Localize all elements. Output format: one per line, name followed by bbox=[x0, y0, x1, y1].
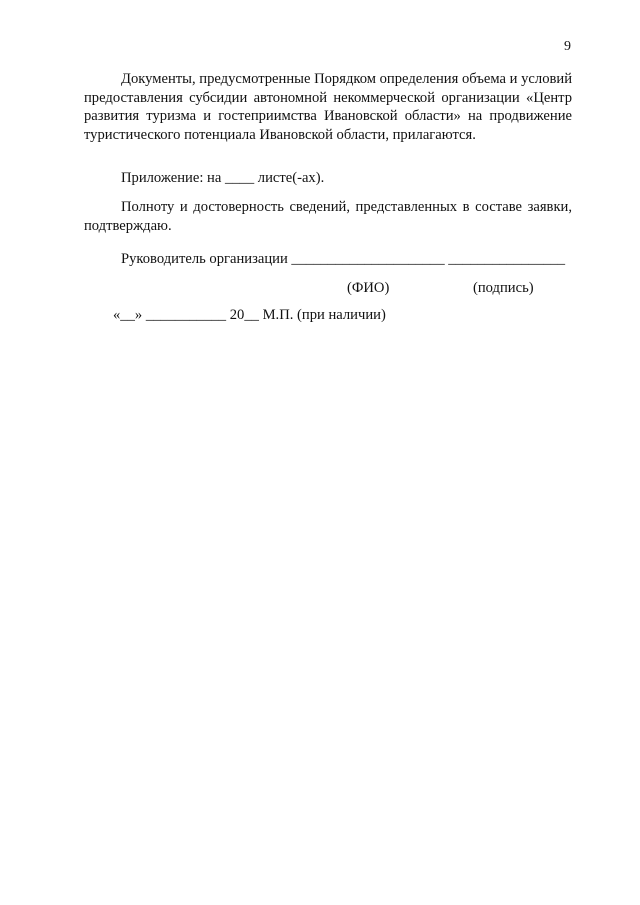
caption-signature: (подпись) bbox=[473, 280, 534, 296]
signature-captions bbox=[0, 279, 640, 299]
page-number: 9 bbox=[564, 39, 571, 54]
documents-paragraph: Документы, предусмотренные Порядком определения объема и условий предоставления субсидии автономной некоммерческой организации «Центр развития туризма и гостеприимства Ивановской области» на продвижение туристического потенциала Ивановской области, прилагаются. bbox=[84, 71, 572, 144]
attachment-paragraph: Приложение: на ____ листе(-ах). bbox=[121, 170, 325, 186]
caption-fio: (ФИО) bbox=[347, 280, 390, 296]
confirmation-paragraph: Полноту и достоверность сведений, представленных в составе заявки, подтверждаю. bbox=[84, 199, 572, 234]
date-stamp-line: «__» ___________ 20__ М.П. (при наличии) bbox=[113, 307, 386, 323]
signature-line: Руководитель организации _____________________ ________________ bbox=[121, 251, 566, 267]
